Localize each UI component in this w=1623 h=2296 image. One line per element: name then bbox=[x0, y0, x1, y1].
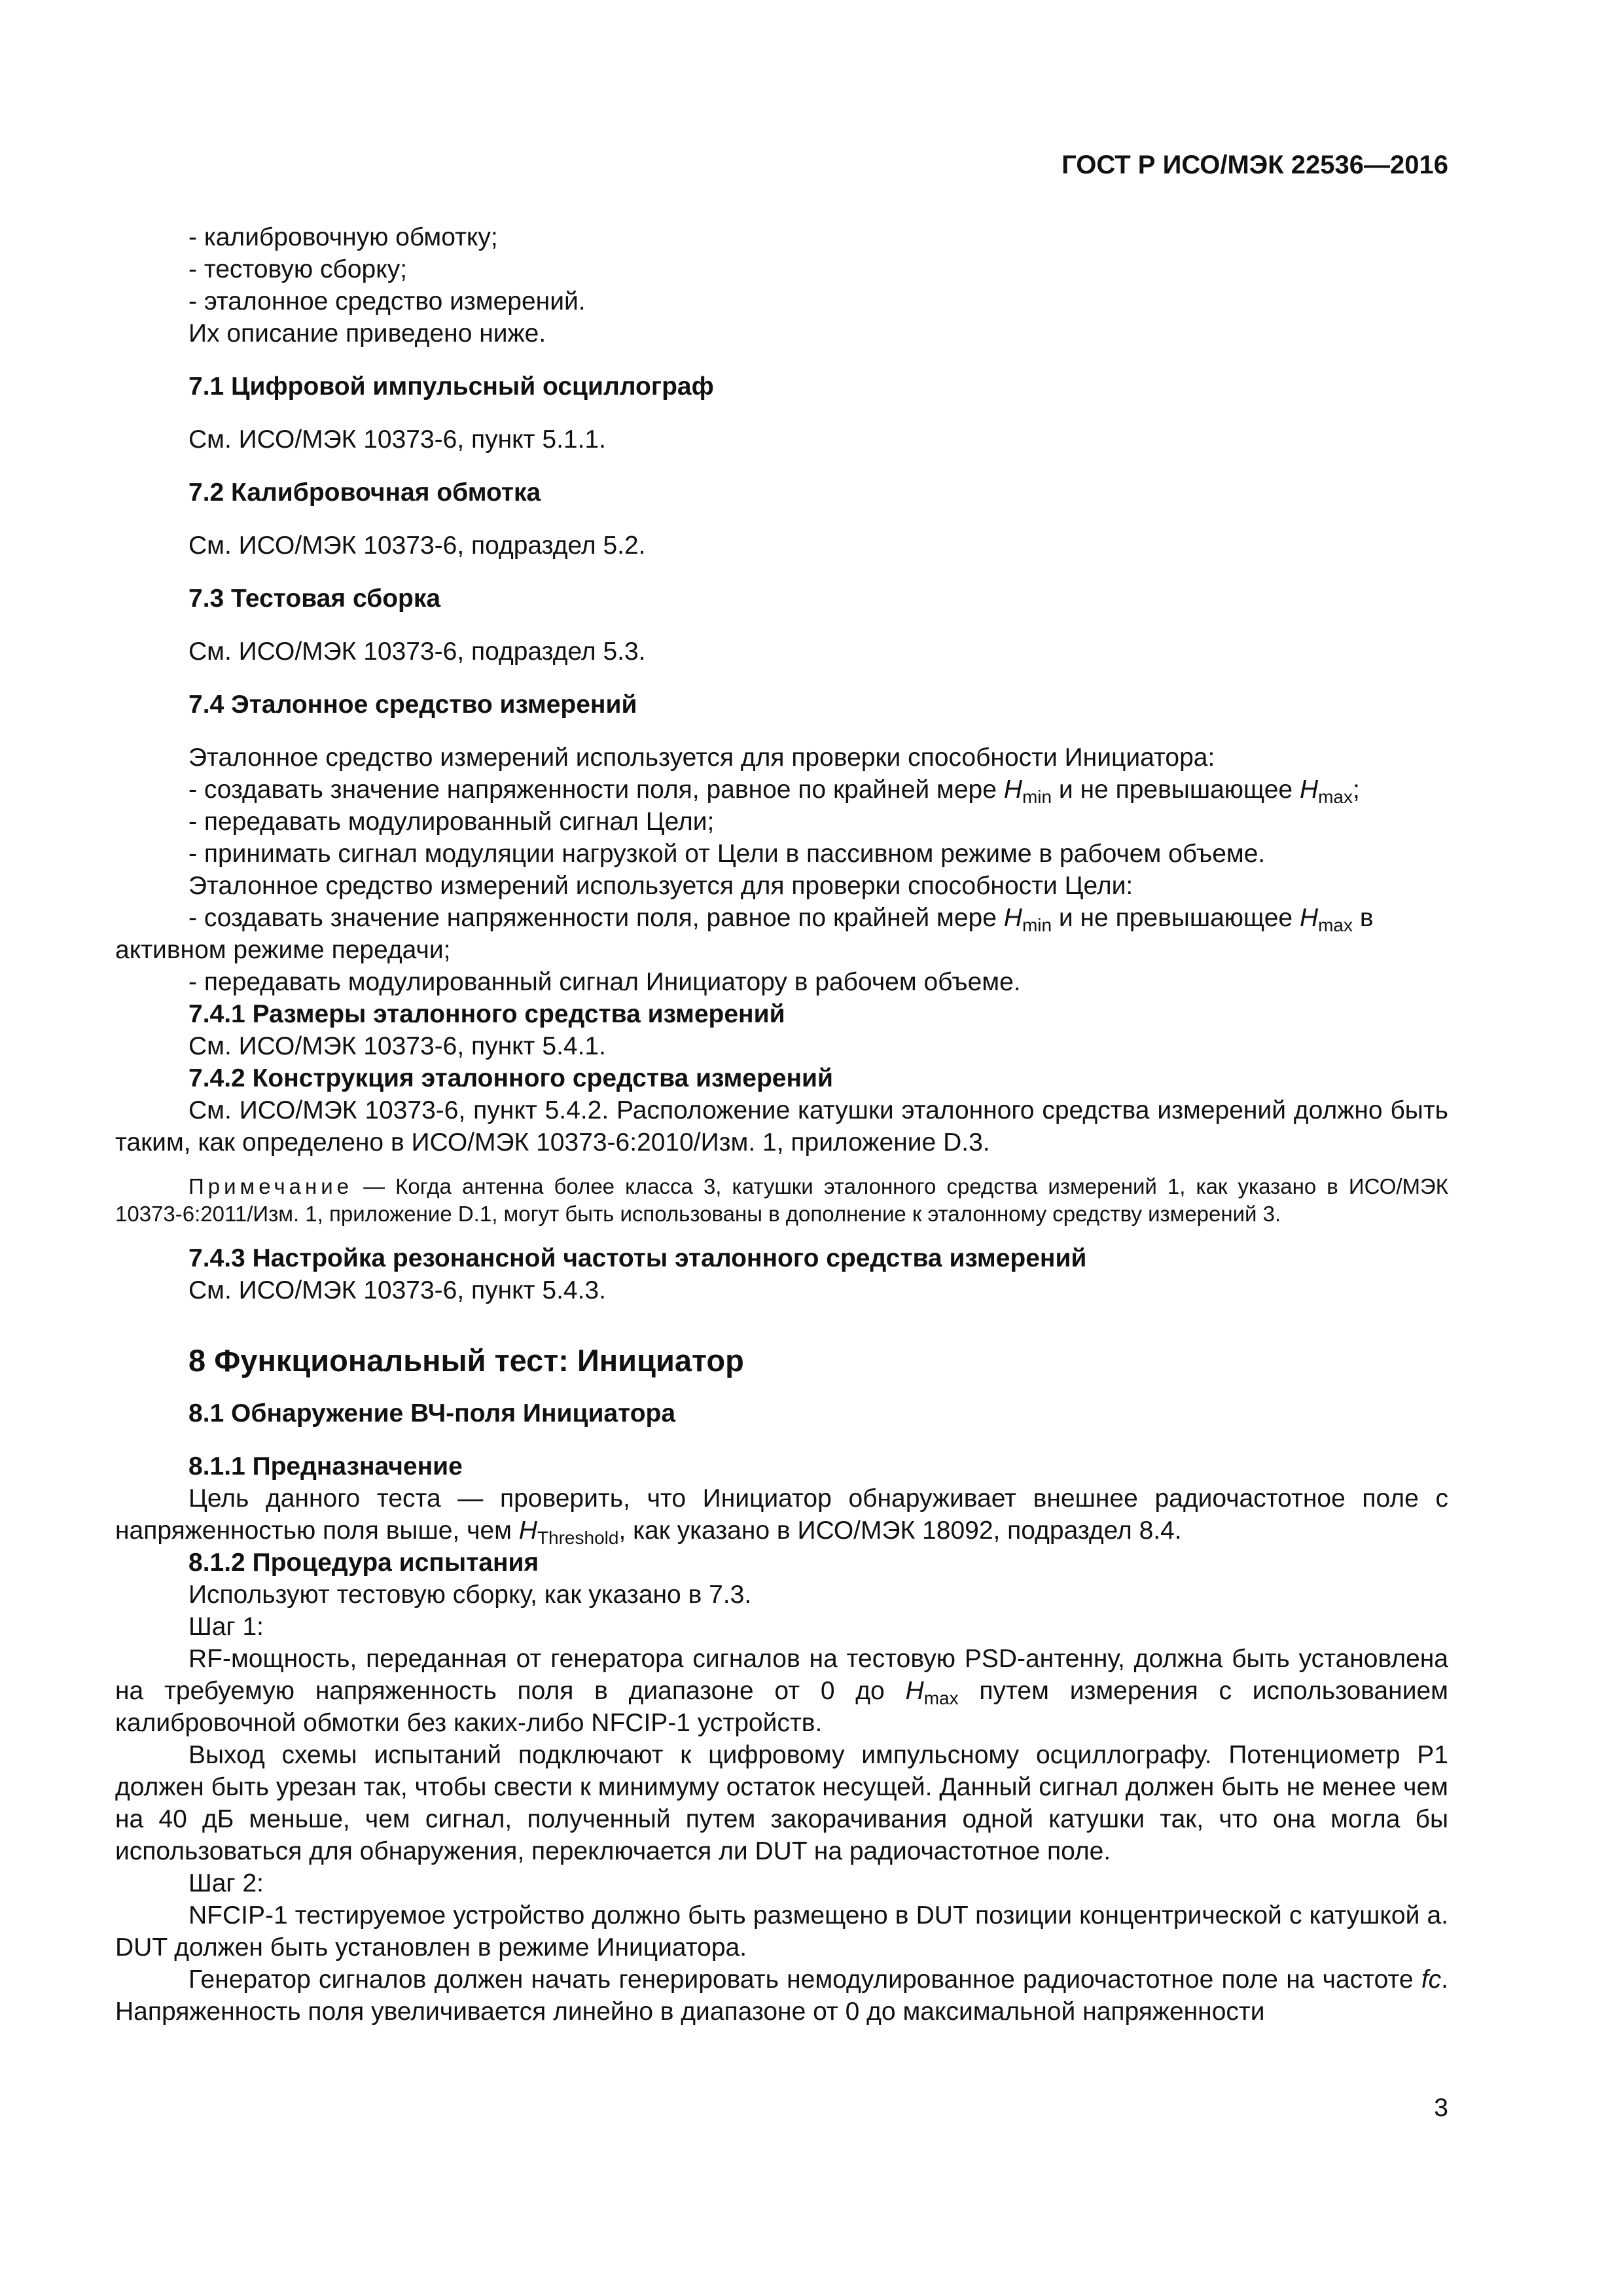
paragraph: См. ИСО/МЭК 10373-6, пункт 5.4.3. bbox=[188, 1276, 606, 1304]
paragraph: Эталонное средство измерений используется для проверки способности Цели: bbox=[188, 872, 1133, 900]
list-item: - создавать значение напряженности поля, равное по крайней мере $H_{min}$ и не превышающее $H_{max}$; bbox=[188, 776, 1360, 807]
paragraph: Их описание приведено ниже. bbox=[188, 319, 546, 348]
paragraph: См. ИСО/МЭК 10373-6, пункт 5.1.1. bbox=[188, 425, 606, 454]
paragraph: NFCIP-1 тестируемое устройство должно быть размещено в DUT позиции концентрической с катушкой а. DUT должен быть установлен в режиме Инициатора. bbox=[115, 1901, 1448, 1962]
list-item: - создавать значение напряженности поля, равное по крайней мере $H_{min}$ и не превышающее $H_{max}$ в активном режиме передачи; bbox=[115, 904, 1374, 964]
paragraph: См. ИСО/МЭК 10373-6, пункт 5.4.1. bbox=[188, 1032, 606, 1060]
paragraph: RF-мощность, переданная от генератора сигналов на тестовую PSD-антенну, должна быть установлена на требуемую напряженность поля в диапазоне от 0 до $H_{max}$ путем измерения с использованием калибровочной обмотки без каких-либо NFCIP-1 устройств. bbox=[115, 1645, 1448, 1737]
paragraph: Используют тестовую сборку, как указано в 7.3. bbox=[188, 1581, 752, 1609]
list-item: - эталонное средство измерений. bbox=[188, 287, 586, 315]
section-heading: 7.4 Эталонное средство измерений bbox=[188, 691, 637, 719]
section-heading: 7.4.3 Настройка резонансной частоты эталонного средства измерений bbox=[188, 1244, 1087, 1272]
list-item: - передавать модулированный сигнал Инициатору в рабочем объеме. bbox=[188, 968, 1021, 996]
paragraph: Генератор сигналов должен начать генерировать немодулированное радиочастотное поле на частоте fc. Напряженность поля увеличивается линейно в диапазоне от 0 до максимальной напряженности bbox=[115, 1965, 1448, 2026]
paragraph: См. ИСО/МЭК 10373-6, подраздел 5.2. bbox=[188, 531, 646, 560]
note-text: — Когда антенна более класса 3, катушки эталонного средства измерений 1, как указано в ИСО/МЭК 10373-6:2011/Изм. 1, приложение D.1, могут быть использованы в дополнение к эталонному средству измерений 3. bbox=[115, 1174, 1448, 1226]
paragraph: Эталонное средство измерений используется для проверки способности Инициатора: bbox=[188, 744, 1215, 772]
section-heading: 8.1.2 Процедура испытания bbox=[188, 1549, 539, 1577]
paragraph: См. ИСО/МЭК 10373-6, подраздел 5.3. bbox=[188, 637, 646, 666]
paragraph: Шаг 2: bbox=[188, 1869, 264, 1897]
paragraph: См. ИСО/МЭК 10373-6, пункт 5.4.2. Расположение катушки эталонного средства измерений должно быть таким, как определено в ИСО/МЭК 10373-6:2010/Изм. 1, приложение D.3. bbox=[115, 1096, 1448, 1157]
section-heading: 7.4.1 Размеры эталонного средства измерений bbox=[188, 1000, 785, 1028]
paragraph: Шаг 1: bbox=[188, 1613, 264, 1641]
paragraph: Выход схемы испытаний подключают к цифровому импульсному осциллографу. Потенциометр P1 должен быть урезан так, чтобы свести к минимуму остаток несущей. Данный сигнал должен быть не менее чем на 40 дБ меньше, чем сигнал, полученный путем закорачивания одной катушки так, что она могла бы использоваться для обнаружения, переключается ли DUT на радиочастотное поле. bbox=[115, 1741, 1448, 1865]
paragraph: Цель данного теста — проверить, что Инициатор обнаруживает внешнее радиочастотное поле с напряженностью поля выше, чем $H_{Threshold}$, как указано в ИСО/МЭК 18092, подраздел 8.4. bbox=[115, 1484, 1448, 1548]
chapter-heading: 8 Функциональный тест: Инициатор bbox=[188, 1343, 744, 1378]
page-number: 3 bbox=[1434, 2094, 1448, 2122]
section-heading: 8.1.1 Предназначение bbox=[188, 1452, 463, 1480]
section-heading: 7.2 Калибровочная обмотка bbox=[188, 478, 541, 507]
list-item: - принимать сигнал модуляции нагрузкой от Цели в пассивном режиме в рабочем объеме. bbox=[188, 840, 1266, 868]
section-heading: 8.1 Обнаружение ВЧ-поля Инициатора bbox=[188, 1399, 676, 1427]
document-body bbox=[115, 221, 1448, 2028]
section-heading: 7.4.2 Конструкция эталонного средства измерений bbox=[188, 1064, 833, 1092]
list-item: - передавать модулированный сигнал Цели; bbox=[188, 808, 715, 836]
note-label: Примечание bbox=[188, 1174, 353, 1198]
list-item: - тестовую сборку; bbox=[188, 255, 408, 283]
list-item: - калибровочную обмотку; bbox=[188, 223, 498, 251]
section-heading: 7.3 Тестовая сборка bbox=[188, 584, 441, 613]
section-heading: 7.1 Цифровой импульсный осциллограф bbox=[188, 372, 714, 401]
document-header: ГОСТ Р ИСО/МЭК 22536—2016 bbox=[1061, 151, 1448, 179]
note bbox=[115, 1173, 1448, 1228]
